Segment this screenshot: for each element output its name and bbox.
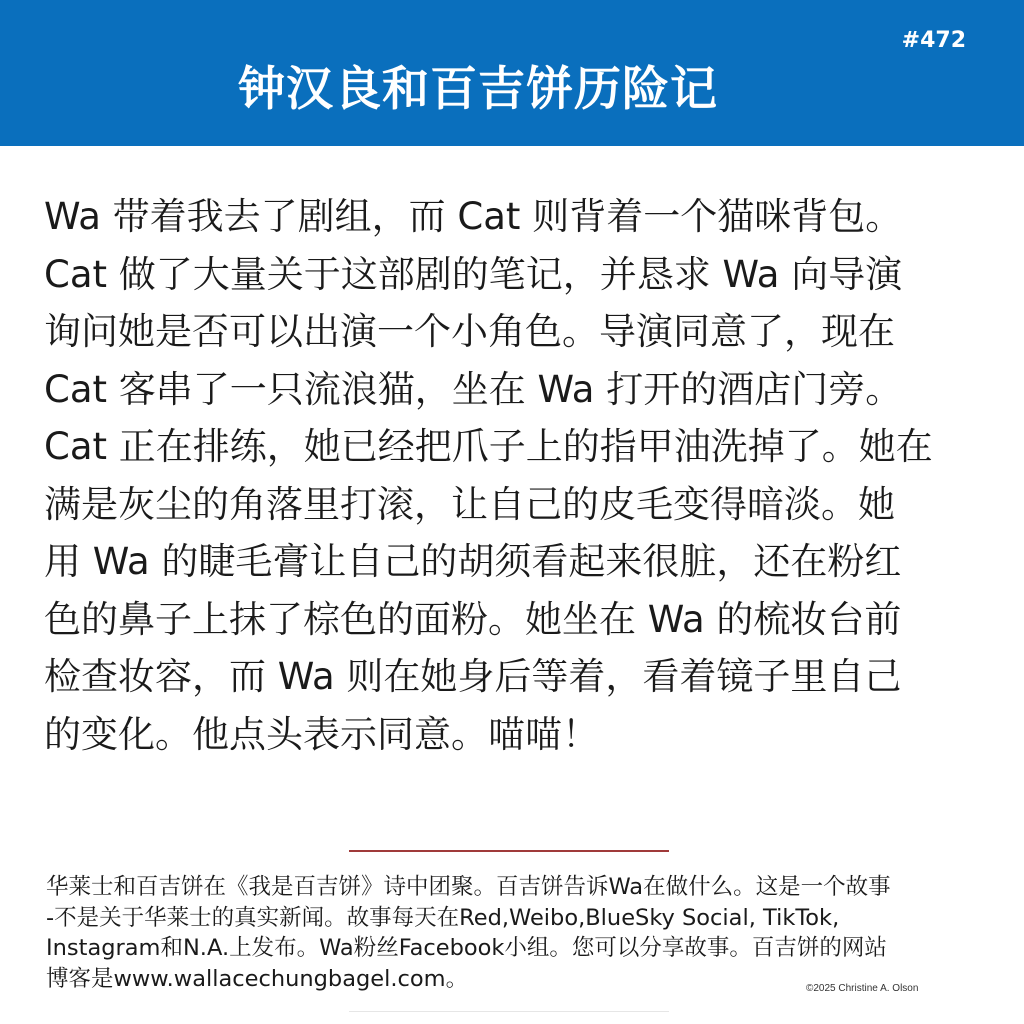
story-line: 询问她是否可以出演一个小角色。导演同意了，现在 <box>44 310 895 353</box>
footer-line: -不是关于华莱士的真实新闻。故事每天在Red,Weibo,BlueSky Social, TikTok, <box>46 904 840 931</box>
bottom-divider <box>349 1011 669 1012</box>
copyright-notice: ©2025 Christine A. Olson <box>806 983 919 994</box>
footer-line: Instagram和N.A.上发布。Wa粉丝Facebook小组。您可以分享故事。百吉饼的网站 <box>46 935 887 961</box>
story-line: 用 Wa 的睫毛膏让自己的胡须看起来很脏，还在粉红 <box>44 540 902 583</box>
episode-number: #472 <box>901 28 966 53</box>
story-line: Cat 做了大量关于这部剧的笔记，并恳求 Wa 向导演 <box>44 252 903 296</box>
page-title: 钟汉良和百吉饼历险记 <box>238 62 718 117</box>
story-line: 的变化。他点头表示同意。喵喵！ <box>44 712 599 756</box>
story-line: 检查妆容，而 Wa 则在她身后等着，看着镜子里自己 <box>44 655 902 698</box>
section-divider <box>349 850 669 852</box>
footer-line: 博客是www.wallacechungbagel.com。 <box>46 965 469 992</box>
story-line: Cat 正在排练，她已经把爪子上的指甲油洗掉了。她在 <box>44 425 933 468</box>
story-line: 满是灰尘的角落里打滚，让自己的皮毛变得暗淡。她 <box>44 482 895 526</box>
story-line: 色的鼻子上抹了棕色的面粉。她坐在 Wa 的梳妆台前 <box>44 597 902 641</box>
footer-line: 华莱士和百吉饼在《我是百吉饼》诗中团聚。百吉饼告诉Wa在做什么。这是一个故事 <box>46 874 891 900</box>
header-banner <box>0 0 1024 146</box>
story-line: Wa 带着我去了剧组，而 Cat 则背着一个猫咪背包。 <box>44 195 903 238</box>
story-text <box>44 188 984 763</box>
footer-note <box>46 872 991 994</box>
story-line: Cat 客串了一只流浪猫，坐在 Wa 打开的酒店门旁。 <box>44 367 903 411</box>
